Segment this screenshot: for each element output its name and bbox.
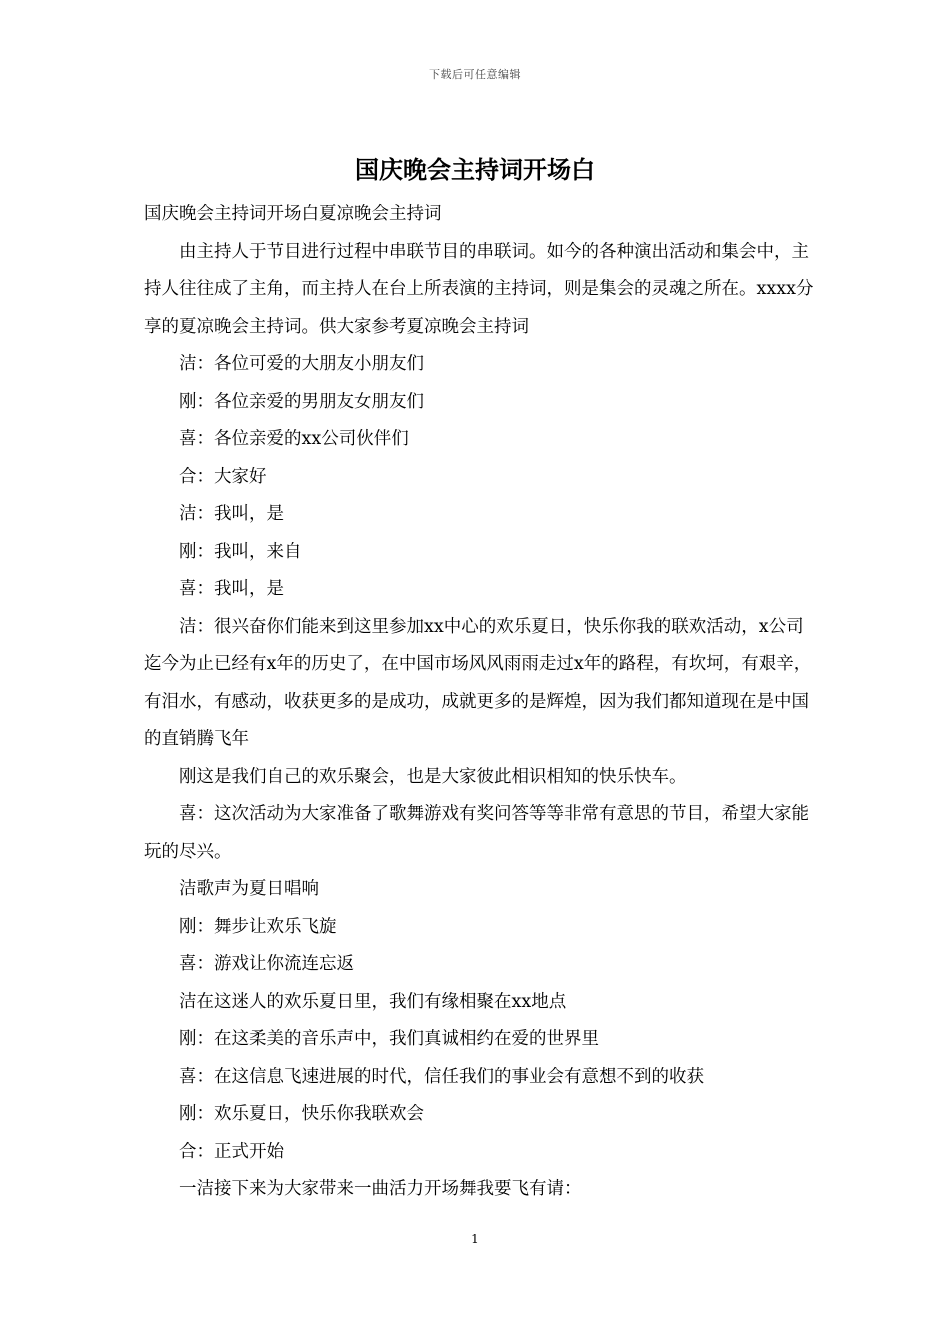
dialogue-line: 洁：很兴奋你们能来到这里参加xx中心的欢乐夏日，快乐你我的联欢活动，x公司迄今为止已经有x年的历史了，在中国市场风风雨雨走过x年的路程，有坎坷，有艰辛，有泪水，有感动，收获更多的是成功，成就更多的是辉煌，因为我们都知道现在是中国的直销腾飞年: [144, 616, 812, 749]
dialogue-line: 喜：在这信息飞速进展的时代，信任我们的事业会有意想不到的收获: [179, 1066, 704, 1087]
dialogue-line: 合：大家好: [179, 466, 267, 487]
paragraph-subtitle: 国庆晚会主持词开场白夏凉晚会主持词: [144, 204, 442, 224]
dialogue-line: 一洁接下来为大家带来一曲活力开场舞我要飞有请：: [179, 1179, 582, 1199]
dialogue-line: 喜：我叫，是: [179, 579, 284, 599]
document-body: [144, 196, 814, 1209]
dialogue-line: 刚：我叫，来自: [179, 541, 302, 562]
dialogue-line: 洁：我叫，是: [179, 504, 284, 524]
dialogue-line: 刚：欢乐夏日，快乐你我联欢会: [179, 1104, 424, 1124]
dialogue-line: 合：正式开始: [179, 1141, 284, 1162]
dialogue-line: 刚：舞步让欢乐飞旋: [179, 916, 337, 937]
page-header-note: 下载后可任意编辑: [429, 68, 521, 81]
dialogue-line: 刚这是我们自己的欢乐聚会，也是大家彼此相识相知的快乐快车。: [179, 766, 687, 787]
dialogue-line: 刚：各位亲爱的男朋友女朋友们: [179, 391, 424, 412]
dialogue-line: 喜：这次活动为大家准备了歌舞游戏有奖问答等等非常有意思的节目，希望大家能玩的尽兴。: [144, 804, 809, 862]
dialogue-line: 洁：各位可爱的大朋友小朋友们: [179, 354, 424, 374]
dialogue-line: 刚：在这柔美的音乐声中，我们真诚相约在爱的世界里: [179, 1029, 599, 1049]
page-number: 1: [471, 1232, 479, 1246]
dialogue-line: 喜：各位亲爱的xx公司伙伴们: [179, 429, 409, 449]
dialogue-line: 喜：游戏让你流连忘返: [179, 954, 354, 974]
paragraph-intro: 由主持人于节目进行过程中串联节目的串联词。如今的各种演出活动和集会中，主持人往往成了主角，而主持人在台上所表演的主持词，则是集会的灵魂之所在。xxxx分享的夏凉晚会主持词。供大家参考夏凉晚会主持词: [144, 241, 814, 337]
document-title: 国庆晚会主持词开场白: [355, 155, 595, 184]
dialogue-line: 洁歌声为夏日唱响: [179, 879, 319, 899]
dialogue-line: 洁在这迷人的欢乐夏日里，我们有缘相聚在xx地点: [179, 991, 567, 1012]
